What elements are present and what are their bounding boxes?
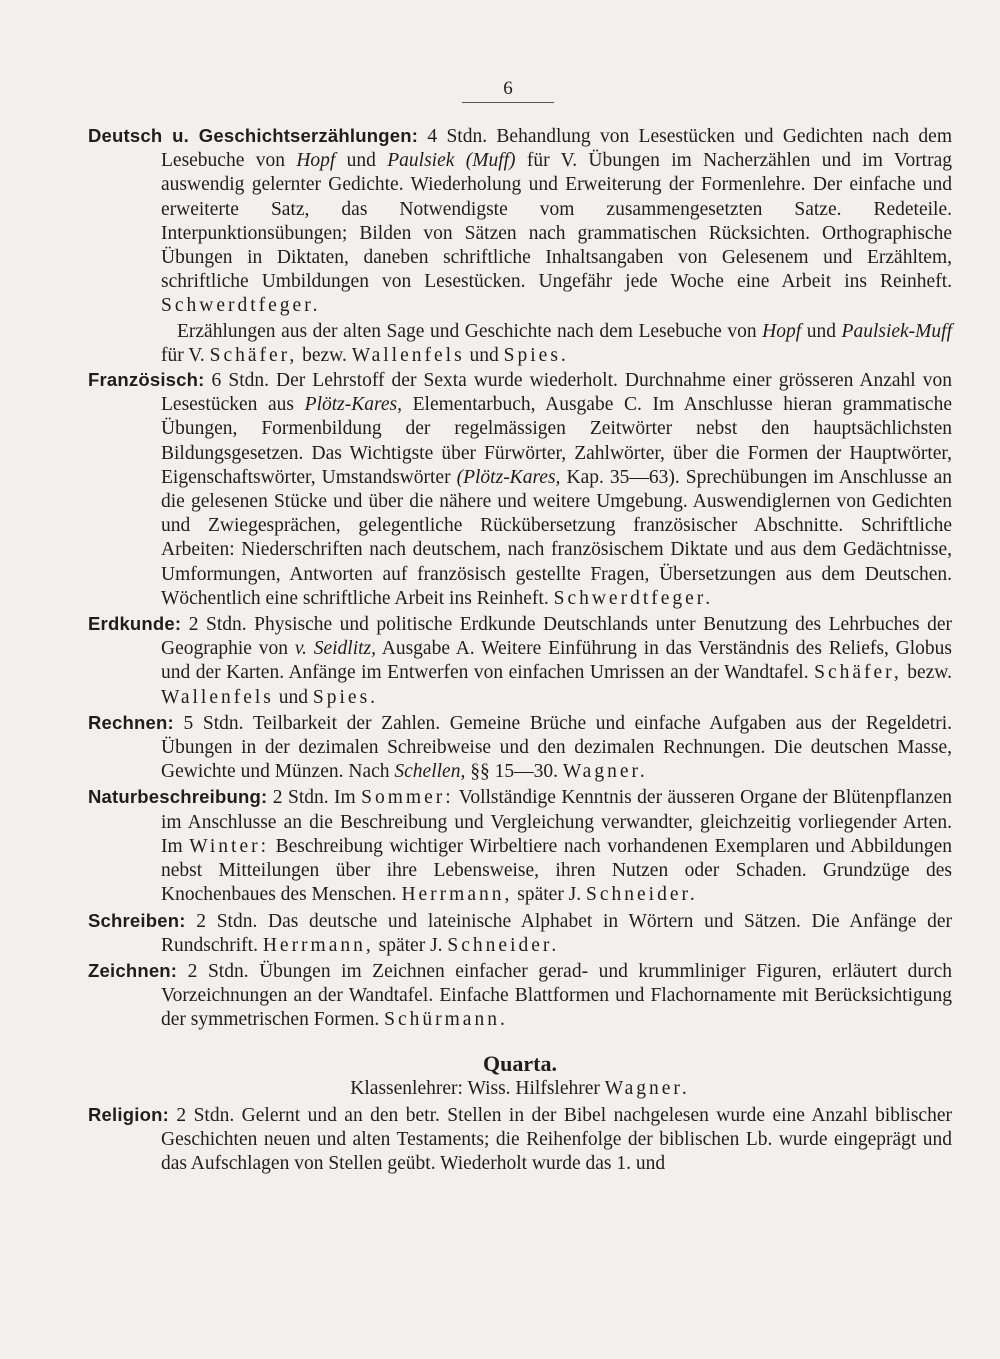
- subject-heading: Schreiben:: [88, 909, 186, 931]
- document-body: [88, 124, 952, 1177]
- section-zeichnen: Zeichnen: 2 Stdn. Übungen im Zeichnen einfacher gerad- und krummliniger Figuren, erläutert durch Vorzeichnungen an der Wandtafel. Einfache Blattformen und Flachornamente mit Berücksichtigung der symmetrischen Formen. Schürmann.: [88, 959, 952, 1031]
- section-schreiben: Schreiben: 2 Stdn. Das deutsche und lateinische Alphabet in Wörtern und Sätzen. Die Anfänge der Rundschrift. Herrmann, später J. Schneider.: [88, 909, 952, 956]
- subject-heading: Naturbeschreibung:: [88, 786, 268, 808]
- section-naturbeschreibung: Naturbeschreibung: 2 Stdn. Im Sommer: Vollständige Kenntnis der äusseren Organe der Blütenpflanzen im Anschlusse an die Beschreibung und Vergleichung verwandter, gleichzeitig vorliegender Arten. Im Winter: Beschreibung wichtiger Wirbeltiere nach vorhandenen Exemplaren und Abbildungen nebst Mitteilungen über ihre Lebensweise, ihren Nutzen oder Schaden. Grundzüge des Knochenbaues des Menschen. Herrmann, später J. Schneider.: [88, 786, 952, 906]
- page-number: 6: [462, 78, 554, 103]
- class-heading-quarta: Quarta.: [483, 1050, 557, 1076]
- teacher-name: Herrmann,: [401, 884, 513, 906]
- teacher-name: Schneider.: [447, 934, 560, 956]
- teacher-name: Wallenfels: [351, 344, 465, 366]
- section-deutsch-paragraph-2: Erzählungen aus der alten Sage und Geschichte nach dem Lesebuche von Hopf und Paulsiek-Muff für V. Schäfer, bezw. Wallenfels und Spies.: [161, 320, 952, 366]
- teacher-name: Schäfer,: [209, 344, 298, 366]
- teacher-name: Spies.: [312, 686, 379, 708]
- teacher-name: Schäfer,: [814, 662, 902, 684]
- teacher-name: Wallenfels: [161, 686, 274, 708]
- teacher-name: Spies.: [503, 344, 569, 366]
- section-rechnen: Rechnen: 5 Stdn. Teilbarkeit der Zahlen. Gemeine Brüche und einfache Aufgaben aus der Regeldetri. Übungen in der dezimalen Schreibweise und den dezimalen Rechnungen. Die deutschen Masse, Gewichte und Münzen. Nach Schellen, §§ 15—30. Wagner.: [88, 711, 952, 783]
- subject-heading: Religion:: [88, 1103, 169, 1125]
- teacher-name: Wagner.: [562, 761, 648, 783]
- class-teacher-line: Klassenlehrer: Wiss. Hilfslehrer Wagner.: [350, 1077, 690, 1099]
- subject-heading: Zeichnen:: [88, 959, 178, 981]
- subject-heading: Französisch:: [88, 369, 205, 391]
- section-deutsch: Deutsch u. Geschichtserzählungen: 4 Stdn. Behandlung von Lesestücken und Gedichten nach dem Lesebuche von Hopf und Paulsiek (Muff) für V. Übungen im Nacherzählen und im Vortrag auswendig gelernter Gedichte. Wiederholung und Erweiterung der Formenlehre. Der einfache und erweiterte Satz, das Notwendigste vom zusammengesetzten Satze. Redeteile. Interpunktionsübungen; Bilden von Sätzen nach grammatischen Rücksichten. Orthographische Übungen in Diktaten, daneben schriftliche Inhaltsangaben von Gelesenem und Erzähltem, schriftliche Umbildungen von Lesestücken. Ungefähr jede Woche eine Arbeit ins Reinheft. Schwerdtfeger.: [88, 125, 952, 317]
- section-religion: Religion: 2 Stdn. Gelernt und an den betr. Stellen in der Bibel nachgelesen wurde eine Anzahl biblischer Geschichten neuen und alten Testaments; die Reihenfolge der biblischen Lb. wurde eingeprägt und das Aufschlagen von Stellen geübt. Wiederholt wurde das 1. und: [88, 1103, 952, 1175]
- subject-heading: Deutsch u. Geschichtserzählungen:: [88, 125, 419, 146]
- teacher-name: Schneider.: [586, 884, 698, 906]
- subject-heading: Erdkunde:: [88, 613, 182, 635]
- teacher-name: Schwerdtfeger.: [553, 587, 714, 609]
- section-erdkunde: Erdkunde: 2 Stdn. Physische und politische Erdkunde Deutschlands unter Benutzung des Lehrbuches der Geographie von v. Seidlitz, Ausgabe A. Weitere Einführung in das Verständnis des Reliefs, Globus und der Karten. Anfänge im Entwerfen von einfachen Umrissen an der Wandtafel. Schäfer, bezw. Wallenfels und Spies.: [88, 613, 952, 708]
- teacher-name: Wagner.: [604, 1077, 690, 1099]
- teacher-name: Schwerdtfeger.: [161, 295, 321, 317]
- teacher-name: Schürmann.: [384, 1009, 508, 1031]
- section-franzoesisch: Französisch: 6 Stdn. Der Lehrstoff der Sexta wurde wiederholt. Durchnahme einer grösseren Anzahl von Lesestücken aus Plötz-Kares, Elementarbuch, Ausgabe C. Im Anschlusse hieran grammatische Übungen, Formenbildung der regelmässigen Zeitwörter nebst den hauptsächlichsten Bildungsgesetzen. Das Wichtigste über Fürwörter, Zahlwörter, über die Formen der Hauptwörter, Eigenschaftswörter, Umstandswörter (Plötz-Kares, Kap. 35—63). Sprechübungen im Anschlusse an die gelesenen Stücke und über die nähere und weitere Umgebung. Auswendiglernen von Gedichten und Zwiegesprächen, gelegentliche Rückübersetzung französischer Abschnitte. Schriftliche Arbeiten: Niederschriften nach deutschem, nach französischem Diktate und aus dem Gedächtnisse, Umformungen, Antworten auf französisch gestellte Fragen, Übersetzungen aus dem Deutschen. Wöchentlich eine schriftliche Arbeit ins Reinheft. Schwerdtfeger.: [88, 369, 952, 609]
- teacher-name: Herrmann,: [262, 934, 374, 956]
- subject-heading: Rechnen:: [88, 711, 174, 733]
